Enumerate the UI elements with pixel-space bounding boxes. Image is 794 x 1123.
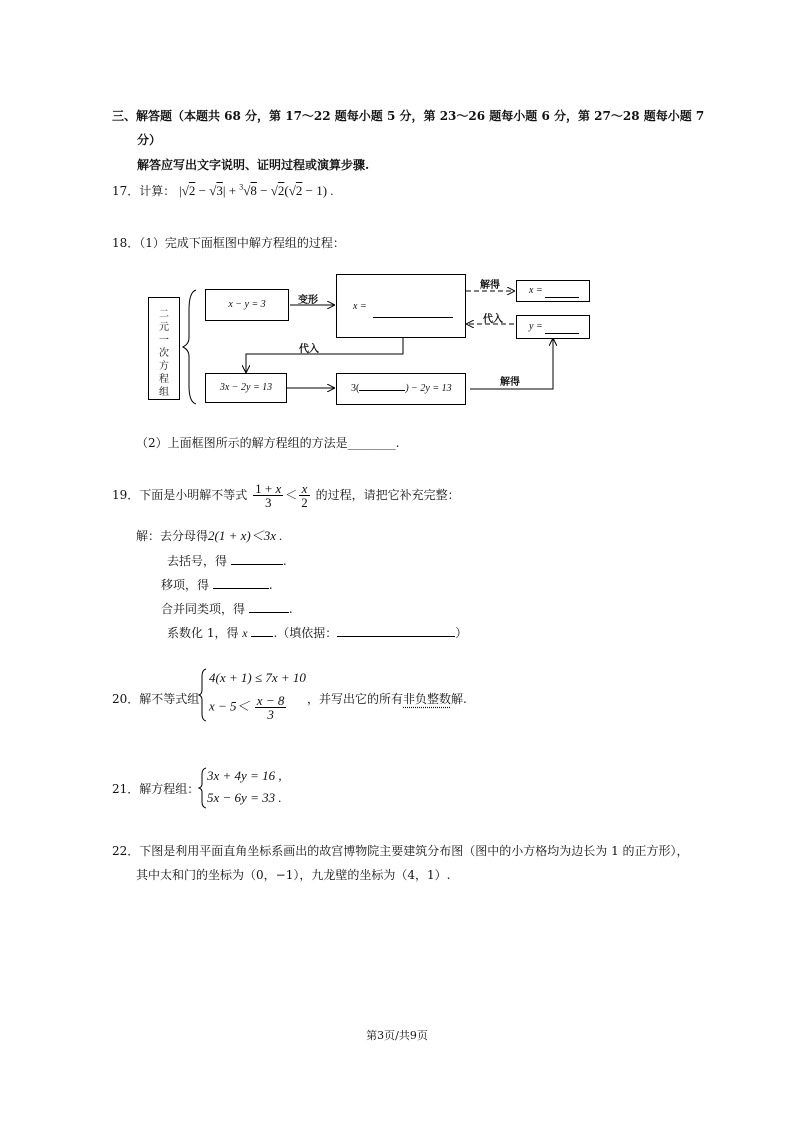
- y-result-box: y =: [516, 315, 590, 339]
- question-number: 22．: [112, 844, 140, 858]
- substitute-arrow-down: [246, 338, 403, 372]
- flowchart-connectors: [0, 0, 794, 420]
- q19-step-4: 系数化 1，得 x .（填依据： ）: [167, 626, 468, 640]
- q20-inequality-2: x − 5＜ $\frac{x - 8}{3}$: [209, 693, 285, 722]
- q21-equation-2: 5x − 6y = 33 .: [207, 790, 282, 805]
- q17-expression: |√2 − √3| + $^3$√8 − √2(√2 − 1) .: [179, 182, 334, 198]
- x-result-box: x =: [516, 280, 590, 302]
- q19-fraction-left: $\frac{1 + x}{3}$: [255, 481, 282, 510]
- section-heading-line1: 三、解答题（本题共 68 分，第 17～22 题每小题 5 分，第 23～26 题每小题 6 分，第 27～28 题每小题 7: [112, 109, 705, 123]
- substitute-label-right: 代入: [483, 314, 503, 325]
- system-label-box: 二 元 一 次 方 程 组: [148, 297, 180, 400]
- transform-label: 变形: [298, 295, 318, 306]
- q19-blank-2: [213, 577, 269, 589]
- question-prefix: 计算：: [139, 184, 176, 198]
- q19-blank-4: [251, 625, 273, 637]
- substituted-blank: [359, 380, 405, 391]
- question-number: 18．: [112, 236, 140, 250]
- solve-label-y: 解得: [500, 377, 520, 388]
- q22-line1: 22．下图是利用平面直角坐标系画出的故宫博物院主要建筑分布图（图中的小方格均为边长为 1 的正方形），: [112, 844, 689, 858]
- question-number: 21．: [112, 782, 140, 796]
- q20-inequality-1: 4(x + 1) ≤ 7x + 10: [209, 670, 306, 685]
- q19-step-0: 解：去分母得2(1 + x)＜3x .: [136, 528, 283, 543]
- substitute-label-left: 代入: [299, 344, 319, 355]
- q22-line2: 其中太和门的坐标为（0，−1），九龙壁的坐标为（4，1）.: [136, 868, 451, 882]
- q20-label: 20．解不等式组: [112, 692, 200, 706]
- q19-step-1: 去括号，得 .: [167, 554, 287, 568]
- q19-step-3: 合并同类项，得 .: [161, 602, 293, 616]
- question-number: 17．: [112, 184, 140, 198]
- q21-equation-1: 3x + 4y = 16 ,: [207, 768, 282, 783]
- question-18-part1: 18．（1）完成下面框图中解方程组的过程：: [112, 236, 345, 250]
- q20-brace: [198, 668, 208, 722]
- q19-blank-3: [249, 601, 289, 613]
- solve-label-x: 解得: [480, 280, 500, 291]
- x-expression-box: x =: [336, 274, 466, 338]
- q19-fraction-right: $\frac{x}{2}$: [301, 481, 308, 510]
- question-number: 20．: [112, 692, 140, 706]
- question-18-part2: （2）上面框图所示的解方程组的方法是________.: [136, 436, 400, 450]
- section-instruction: 解答应写出文字说明、证明过程或演算步骤.: [137, 158, 370, 172]
- question-19: 19．下面是小明解不等式 $\frac{1 + x}{3}$ ＜ $\frac{x}{2}$ 的过程，请把它补充完整：: [112, 481, 460, 510]
- q19-blank-1: [231, 553, 283, 565]
- section-heading-line2: 分）: [137, 133, 162, 147]
- substituted-equation-box: 3( ) − 2y = 13: [336, 373, 466, 405]
- q19-blank-basis: [337, 625, 455, 637]
- brace: [183, 290, 196, 404]
- equation-1-box: x − y = 3: [205, 289, 289, 321]
- x-expression-blank: [373, 306, 453, 318]
- q19-step-2: 移项，得 .: [161, 578, 273, 592]
- question-number: 19．: [112, 488, 140, 502]
- q20-suffix: ，并写出它的所有非负整数解.: [307, 692, 467, 706]
- q20-emphasis: 非负整数: [403, 692, 452, 706]
- page-footer: 第3页/共9页: [366, 1029, 428, 1042]
- x-result-blank: [545, 286, 579, 298]
- q21-label: 21．解方程组：: [112, 782, 200, 796]
- equation-2-box: 3x − 2y = 13: [205, 373, 287, 403]
- y-result-blank: [545, 322, 579, 334]
